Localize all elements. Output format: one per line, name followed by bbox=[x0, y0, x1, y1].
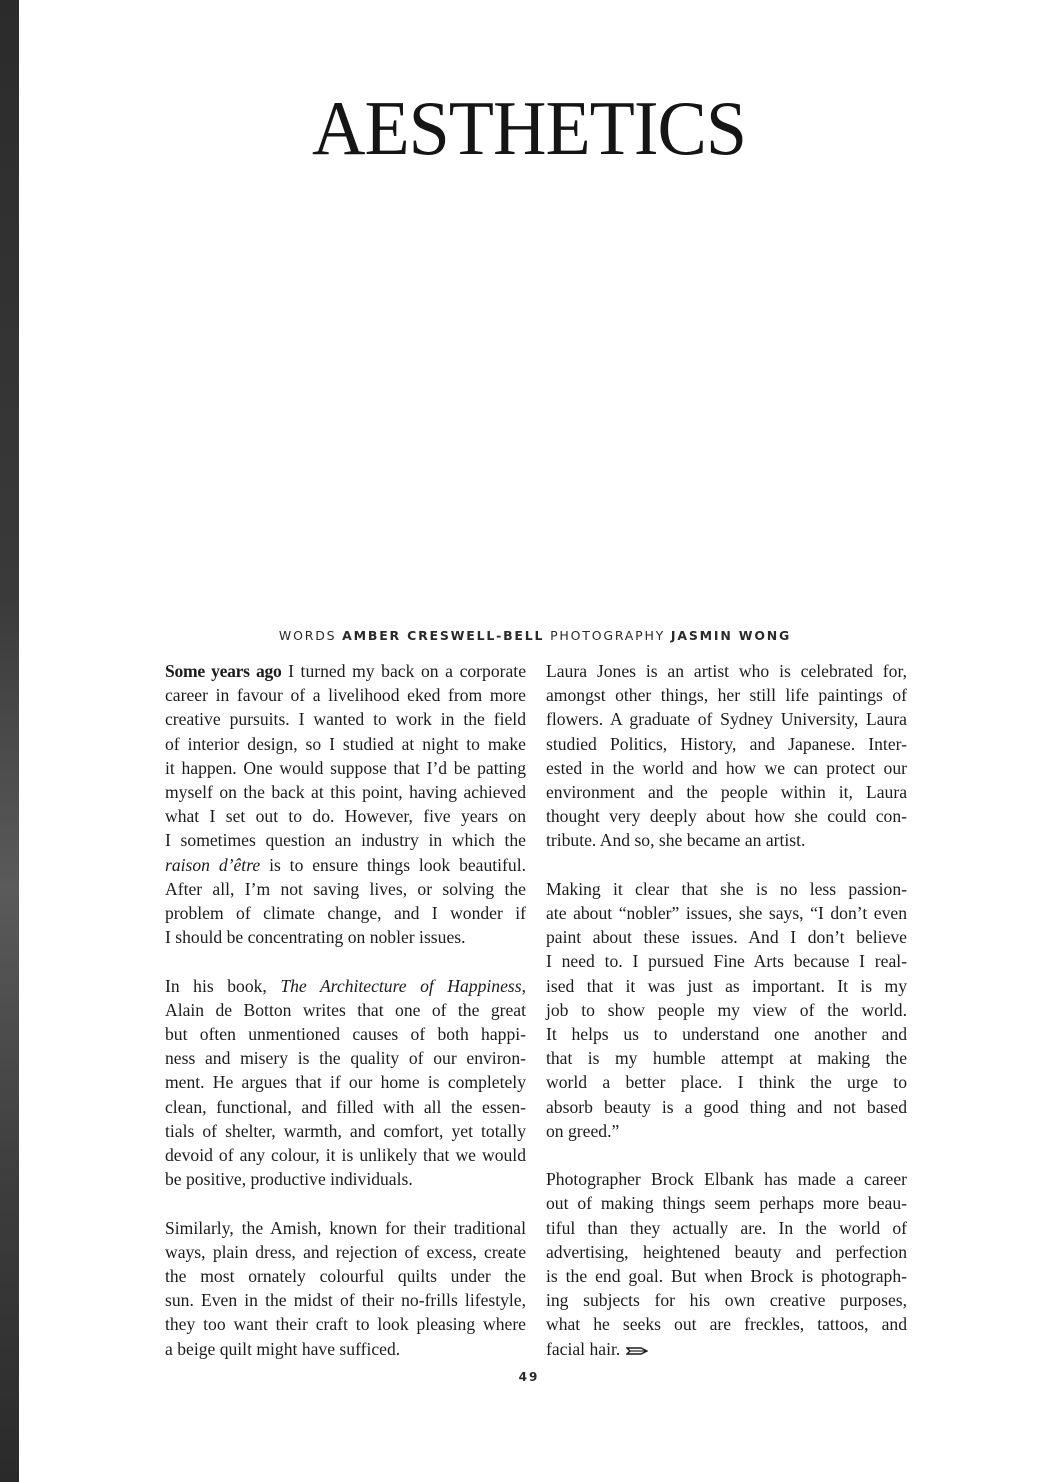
article-title: AESTHETICS bbox=[312, 86, 746, 172]
paragraph-brock-elbank bbox=[546, 1167, 907, 1361]
text-line: absorb beauty is a good thing and not based bbox=[546, 1096, 907, 1117]
italic-phrase: raison d’être bbox=[165, 854, 261, 875]
text-line: facial hair. bbox=[546, 1337, 907, 1361]
text-line: Laura Jones is an artist who is celebrated for, bbox=[546, 661, 907, 681]
magazine-page bbox=[19, 0, 1039, 1482]
text-line: what he seeks out are freckles, tattoos, and bbox=[546, 1314, 907, 1335]
text-line: Making it clear that she is no less passion- bbox=[546, 878, 907, 899]
photographer-name: JASMIN WONG bbox=[670, 628, 792, 643]
text-line: advertising, heightened beauty and perfection bbox=[546, 1241, 907, 1262]
text-line: raison d’être is to ensure things look beautiful. bbox=[165, 854, 526, 875]
text-line: world a better place. I think the urge to bbox=[546, 1072, 907, 1093]
text-line: In his book, The Architecture of Happiness, bbox=[165, 975, 526, 996]
text-line: myself on the back at this point, having achieved bbox=[165, 782, 526, 803]
text-line: amongst other things, her still life paintings of bbox=[546, 685, 907, 706]
text-line: ested in the world and how we can protect our bbox=[546, 757, 907, 778]
text-line: out of making things seem perhaps more beau- bbox=[546, 1193, 907, 1214]
text-line: career in favour of a livelihood eked from more bbox=[165, 685, 526, 706]
text-line: is the end goal. But when Brock is photograph- bbox=[546, 1266, 907, 1287]
text-line: devoid of any colour, it is unlikely that we would bbox=[165, 1145, 526, 1166]
paragraph-laura-quote bbox=[546, 877, 907, 1143]
text-line: environment and the people within it, Laura bbox=[546, 782, 907, 803]
text-line: Some years ago I turned my back on a corporate bbox=[165, 661, 526, 681]
text-line: but often unmentioned causes of both happi- bbox=[165, 1024, 526, 1045]
text-line: flowers. A graduate of Sydney University, Laura bbox=[546, 709, 907, 730]
byline-credits bbox=[165, 628, 905, 643]
text-line: what I set out to do. However, five years on bbox=[165, 806, 526, 827]
text-line: sun. Even in the midst of their no-frills lifestyle, bbox=[165, 1290, 526, 1311]
text-line: I sometimes question an industry in which the bbox=[165, 830, 526, 851]
page-number: 49 bbox=[518, 1370, 540, 1384]
text-line: ness and misery is the quality of our environ- bbox=[165, 1048, 526, 1069]
photography-label: PHOTOGRAPHY bbox=[550, 628, 666, 643]
text-line: Alain de Botton writes that one of the great bbox=[165, 999, 526, 1020]
article-column-left bbox=[165, 659, 526, 1385]
text-line: tiful than they actually are. In the world of bbox=[546, 1217, 907, 1238]
text-line: the most ornately colourful quilts under the bbox=[165, 1266, 526, 1287]
pen-nib-end-mark-icon bbox=[626, 1346, 648, 1356]
text-line: ised that it was just as important. It is my bbox=[546, 975, 907, 996]
text-line: ways, plain dress, and rejection of excess, create bbox=[165, 1241, 526, 1262]
text-line: tials of shelter, warmth, and comfort, yet totally bbox=[165, 1120, 526, 1141]
text-line: creative pursuits. I wanted to work in the field bbox=[165, 709, 526, 730]
text-line: they too want their craft to look pleasing where bbox=[165, 1314, 526, 1335]
facing-page-edge bbox=[0, 0, 19, 1482]
text-line: ate about “nobler” issues, she says, “I don’t even bbox=[546, 903, 907, 924]
text-line: It helps us to understand one another and bbox=[546, 1024, 907, 1045]
words-label: WORDS bbox=[278, 628, 337, 643]
text-line: thought very deeply about how she could con- bbox=[546, 806, 907, 827]
text-line: be positive, productive individuals. bbox=[165, 1169, 413, 1190]
paragraph-amish bbox=[165, 1216, 526, 1361]
paragraph-de-botton bbox=[165, 974, 526, 1192]
text-line: tribute. And so, she became an artist. bbox=[546, 830, 806, 851]
text-line: I need to. I pursued Fine Arts because I real- bbox=[546, 951, 907, 972]
text-line: paint about these issues. And I don’t believe bbox=[546, 927, 907, 948]
article-column-right bbox=[546, 659, 907, 1385]
text-line: studied Politics, History, and Japanese. Inter- bbox=[546, 733, 907, 754]
text-line: that is my humble attempt at making the bbox=[546, 1048, 907, 1069]
paragraph-laura-jones bbox=[546, 659, 907, 853]
text-line: After all, I’m not saving lives, or solving the bbox=[165, 878, 526, 899]
text-line: a beige quilt might have sufficed. bbox=[165, 1338, 401, 1359]
text-line: problem of climate change, and I wonder if bbox=[165, 903, 526, 924]
text-line: it happen. One would suppose that I’d be patting bbox=[165, 757, 526, 778]
text-line: ment. He argues that if our home is completely bbox=[165, 1072, 526, 1093]
text-line: of interior design, so I studied at night to make bbox=[165, 733, 526, 754]
text-line: on greed.” bbox=[546, 1120, 620, 1141]
lead-in: Some years ago bbox=[165, 661, 282, 681]
text-line: Similarly, the Amish, known for their traditional bbox=[165, 1217, 526, 1238]
author-name: AMBER CRESWELL-BELL bbox=[342, 628, 545, 643]
text-line: ing subjects for his own creative purposes, bbox=[546, 1290, 907, 1311]
text-line: job to show people my view of the world. bbox=[546, 999, 907, 1020]
paragraph-intro bbox=[165, 659, 526, 949]
book-title: The Architecture of Happiness bbox=[280, 975, 522, 996]
text-line: clean, functional, and filled with all the essen- bbox=[165, 1096, 526, 1117]
text-line: I should be concentrating on nobler issues. bbox=[165, 927, 466, 948]
text-line: Photographer Brock Elbank has made a career bbox=[546, 1169, 907, 1190]
